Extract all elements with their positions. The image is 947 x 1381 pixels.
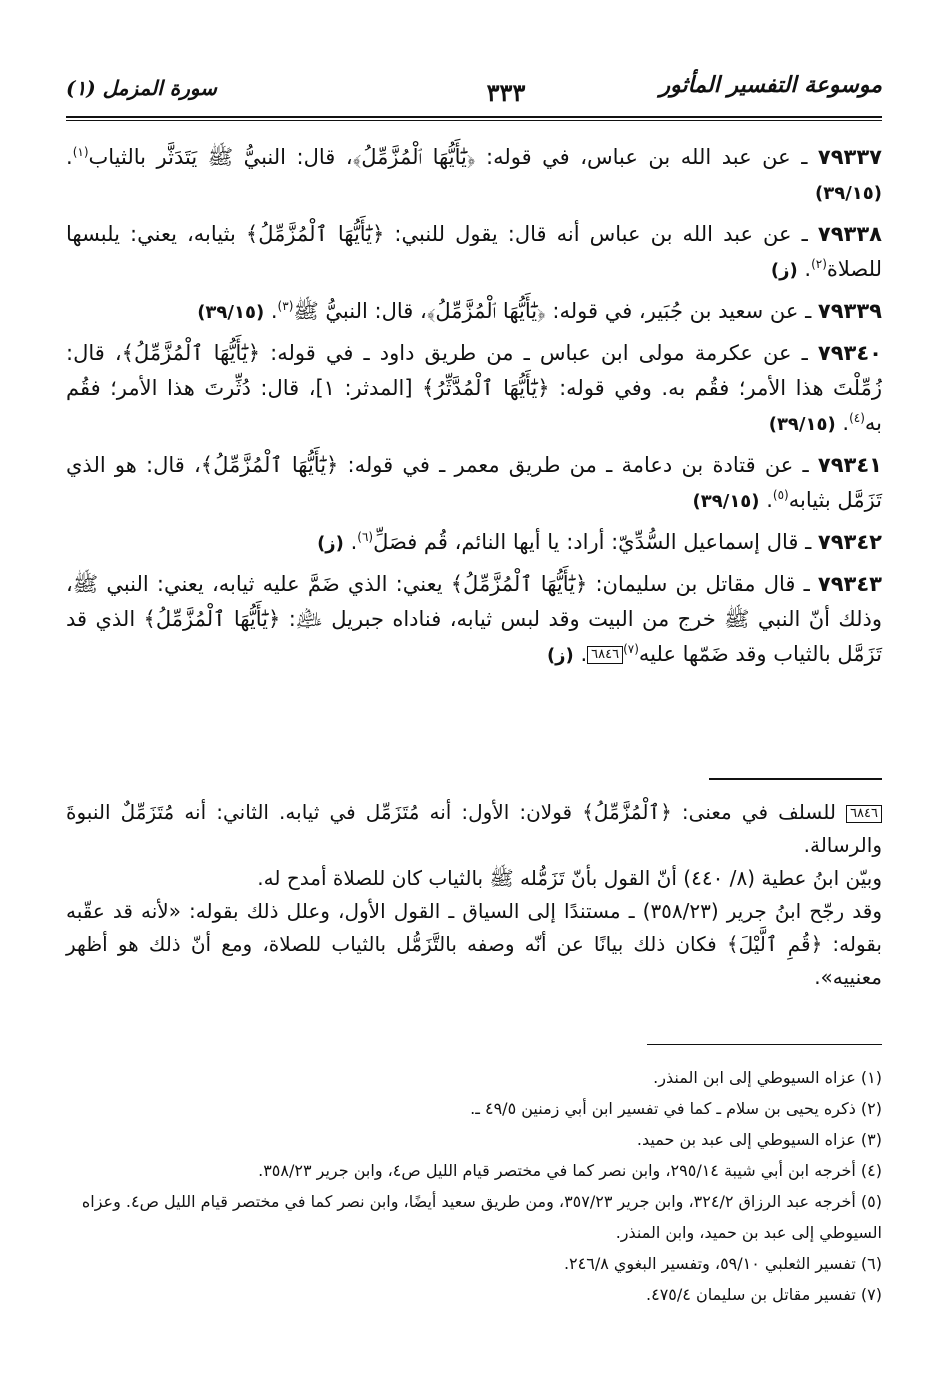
note-paragraph: ٦٨٤٦ للسلف في معنى: ﴿ٱلْمُزَّمِّلُ﴾ قولان: الأول: أنه مُتَزَمِّل في ثيابه. الثاني: أنه مُتَزَمِّلٌ النبوةَ والرسالة.: [66, 800, 882, 857]
footnote: (٢) ذكره يحيى بن سلام ـ كما في تفسير ابن أبي زمنين ٤٩/٥ ـ.: [470, 1099, 882, 1118]
page-number: ٣٣٣: [486, 78, 526, 107]
entries: [66, 140, 882, 679]
note-paragraph: وقد رجّح ابنُ جرير (٣٥٨/٢٣) ـ مستندًا إلى السياق ـ القول الأول، وعلل ذلك بقوله: «لأنه قد عقّبه بقوله: ﴿قُمِ ٱلَّيْلَ﴾ فكان ذلك بيانًا عن أنّه وصفه بالتَّزَمُّل بالثياب للصلاة، ومع أنّ ذلك هو أظهر معنييه».: [66, 899, 882, 989]
entry: ٧٩٣٣٩ ـ عن سعيد بن جُبَير، في قوله: ﴿يَٰٓأَيُّهَا ٱلْمُزَّمِّلُ﴾، قال: النبيُّ ﷺ$^{(٣)}$. (٣٩/١٥): [197, 299, 882, 323]
footnote: (٣) عزاه السيوطي إلى عبد بن حميد.: [636, 1130, 882, 1149]
commentary-note: [66, 796, 882, 994]
entry: ٧٩٣٤١ ـ عن قتادة بن دعامة ـ من طريق معمر ـ في قوله: ﴿يَٰٓأَيُّهَا ٱلْمُزَّمِّلُ﴾، قال: هو الذي تَزَمَّل بثيابه$^{(٥)}$. (٣٩/١٥): [66, 453, 882, 512]
footnote: (٤) أخرجه ابن أبي شيبة ٢٩٥/١٤، وابن نصر كما في مختصر قيام الليل ص٤، وابن جرير ٣٥٨/٢٣.: [258, 1161, 882, 1180]
page-header: [66, 72, 882, 124]
note-box-ref: ٦٨٤٦: [587, 646, 623, 664]
footnote-separator: [647, 1044, 882, 1045]
note-separator: [709, 778, 882, 780]
header-rule: [66, 116, 882, 118]
header-rule-thin: [66, 120, 882, 121]
footnotes: [66, 1062, 882, 1310]
note-paragraph: وبيّن ابنُ عطية (٨/ ٤٤٠) أنّ القول بأنّ تَزَمُّله ﷺ بالثياب كان للصلاة أمدح له.: [257, 866, 882, 890]
entry: ٧٩٣٤٠ ـ عن عكرمة مولى ابن عباس ـ من طريق داود ـ في قوله: ﴿يَٰٓأَيُّهَا ٱلْمُزَّمِّلُ﴾، قال: زُمِّلْتَ هذا الأمر؛ فقُم به. وفي قوله: ﴿يَٰٓأَيُّهَا ٱلْمُدَّثِّرُ﴾ [المدثر: ١]، قال: دُثِّرتَ هذا الأمر؛ فقُم به$^{(٤)}$. (٣٩/١٥): [66, 341, 883, 435]
book-title: موسوعة التفسير المأثور: [659, 72, 882, 98]
entry: ٧٩٣٤٣ ـ قال مقاتل بن سليمان: ﴿يَٰٓأَيُّهَا ٱلْمُزَّمِّلُ﴾ يعني: الذي ضَمَّ عليه ثيابه، يعني: النبي ﷺ، وذلك أنّ النبي ﷺ خرج من البيت وقد لبس ثيابه، فناداه جبريل ﵇: ﴿يَٰٓأَيُّهَا ٱلْمُزَّمِّلُ﴾ الذي قد تَزَمَّل بالثياب وقد ضَمّها عليه$^{(٧)}$٦٨٤٦. (ز): [66, 572, 882, 666]
entry: ٧٩٣٤٢ ـ قال إسماعيل السُّدِّيّ: أراد: يا أيها النائم، قُم فصَلِّ$^{(٦)}$. (ز): [317, 530, 882, 554]
footnote: (١) عزاه السيوطي إلى ابن المنذر.: [653, 1068, 882, 1087]
surah-title: سورة المزمل (١): [66, 76, 217, 100]
entry: ٧٩٣٣٧ ـ عن عبد الله بن عباس، في قوله: ﴿يَٰٓأَيُّهَا ٱلْمُزَّمِّلُ﴾، قال: النبيُّ ﷺ يَتَدَثَّر بالثياب$^{(١)}$. (٣٩/١٥): [66, 145, 882, 204]
footnote: (٧) تفسير مقاتل بن سليمان ٤٧٥/٤.: [646, 1285, 882, 1304]
footnote: (٦) تفسير الثعلبي ٥٩/١٠، وتفسير البغوي ٢٤٦/٨.: [563, 1254, 882, 1273]
note-box: ٦٨٤٦: [846, 805, 882, 823]
entry: ٧٩٣٣٨ ـ عن عبد الله بن عباس أنه قال: يقول للنبي: ﴿يَٰٓأَيُّهَا ٱلْمُزَّمِّلُ﴾ بثيابه، يعني: يلبسها للصلاة$^{(٢)}$. (ز): [66, 222, 882, 281]
footnote: (٥) أخرجه عبد الرزاق ٣٢٤/٢، وابن جرير ٣٥٧/٢٣، ومن طريق سعيد أيضًا، وابن نصر كما في مختصر قيام الليل ص٤. وعزاه السيوطي إلى عبد بن حميد، وابن المنذر.: [81, 1192, 882, 1242]
